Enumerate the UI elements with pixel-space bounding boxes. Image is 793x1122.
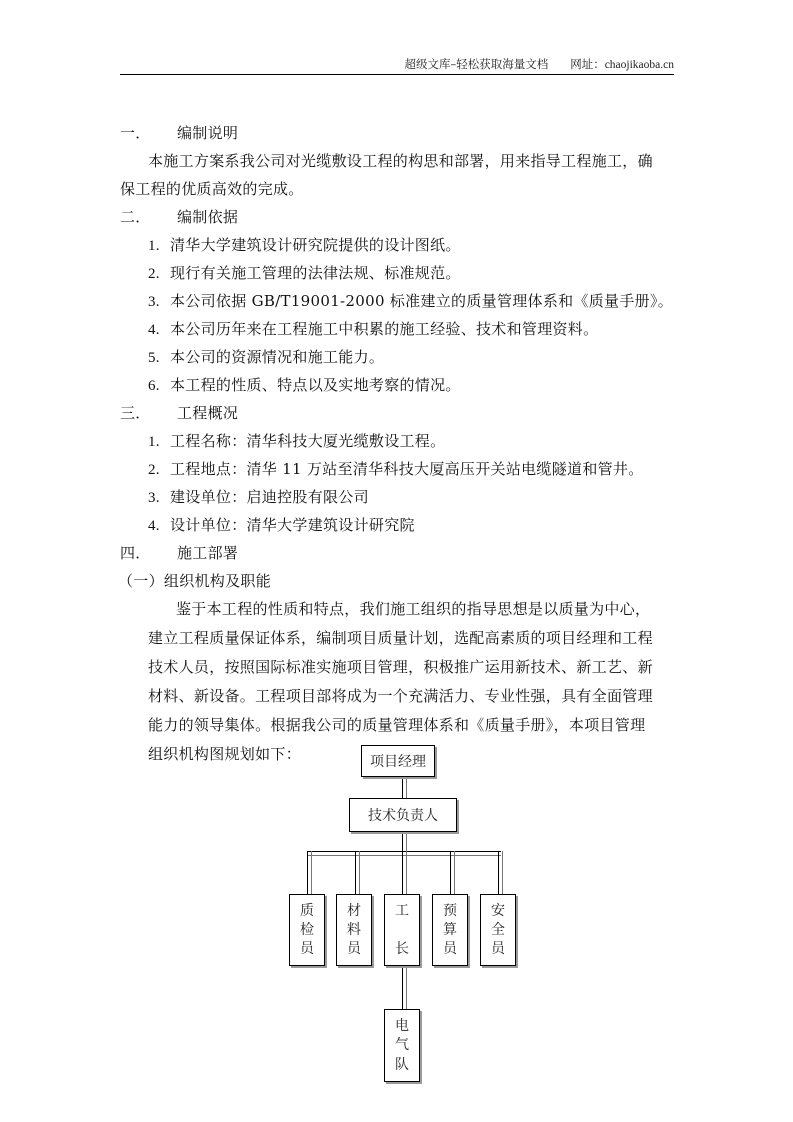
section-title: 编制说明 bbox=[177, 124, 239, 142]
node-char: 安 bbox=[491, 902, 505, 919]
org-node-safety-officer bbox=[480, 894, 516, 966]
section-number: 四． bbox=[120, 544, 151, 562]
section-title: 施工部署 bbox=[177, 544, 239, 562]
header-brand: 超级文库–轻松获取海量文档 bbox=[404, 57, 549, 71]
connector-line bbox=[402, 775, 407, 798]
connector-line bbox=[450, 851, 455, 894]
section-title: 工程概况 bbox=[177, 404, 239, 422]
org-node-technical-lead bbox=[349, 798, 457, 832]
org-paragraph-line: 能力的领导集体。根据我公司的质量管理体系和《质量手册》，本项目管理 bbox=[148, 716, 646, 734]
overview-item bbox=[148, 459, 644, 480]
item-number: 2. bbox=[148, 266, 160, 282]
page-header bbox=[120, 57, 674, 75]
item-number: 6. bbox=[148, 378, 160, 394]
org-paragraph-line: 鉴于本工程的性质和特点，我们施工组织的指导思想是以质量为中心， bbox=[176, 600, 651, 618]
basis-item bbox=[148, 263, 461, 284]
org-paragraph-line: 组织机构图规划如下： bbox=[148, 745, 302, 763]
org-node-project-manager bbox=[361, 745, 435, 777]
node-char: 员 bbox=[491, 941, 505, 958]
node-char: 全 bbox=[491, 921, 505, 938]
connector-line bbox=[402, 851, 407, 894]
item-text: 清华大学建筑设计研究院提供的设计图纸。 bbox=[170, 236, 461, 254]
org-node-materials-officer bbox=[336, 894, 372, 966]
header-site-label: 网址： bbox=[570, 57, 605, 71]
basis-item bbox=[148, 375, 461, 396]
org-paragraph-line: 材料、新设备。工程项目部将成为一个充满活力、专业性强，具有全面管理 bbox=[148, 687, 653, 705]
item-text: 本公司历年来在工程施工中积累的施工经验、技术和管理资料。 bbox=[170, 320, 599, 338]
overview-item bbox=[148, 487, 369, 508]
node-char: 员 bbox=[300, 941, 314, 958]
connector-line bbox=[307, 851, 312, 894]
node-char: 材 bbox=[347, 902, 361, 919]
org-node-foreman bbox=[384, 894, 420, 966]
org-paragraph-line: 建立工程质量保证体系，编制项目质量计划，选配高素质的项目经理和工程 bbox=[148, 629, 653, 647]
item-text: 建设单位：启迪控股有限公司 bbox=[170, 488, 369, 506]
item-number: 5. bbox=[148, 350, 160, 366]
section-number: 一． bbox=[120, 124, 151, 142]
item-number: 1. bbox=[148, 434, 160, 450]
node-char: 员 bbox=[443, 941, 457, 958]
section-number: 三． bbox=[120, 404, 151, 422]
node-char: 预 bbox=[443, 902, 457, 919]
overview-item bbox=[148, 515, 415, 536]
node-char: 电 bbox=[395, 1017, 409, 1034]
item-text: 设计单位：清华大学建筑设计研究院 bbox=[170, 516, 415, 534]
item-number: 3. bbox=[148, 490, 160, 506]
item-number: 2. bbox=[148, 462, 160, 478]
connector-line bbox=[498, 851, 503, 894]
basis-item bbox=[148, 319, 598, 340]
overview-item bbox=[148, 431, 445, 452]
node-char: 质 bbox=[300, 902, 314, 919]
item-text: 工程地点：清华 11 万站至清华科技大厦高压开关站电缆隧道和管井。 bbox=[170, 460, 644, 478]
basis-item bbox=[148, 235, 461, 256]
item-number: 4. bbox=[148, 322, 160, 338]
connector-line bbox=[402, 966, 407, 1009]
header-site-url: chaojikaoba.cn bbox=[604, 59, 674, 71]
subsection-heading: （一）组织机构及职能 bbox=[118, 572, 272, 590]
node-char: 检 bbox=[300, 921, 314, 938]
item-text: 本公司的资源情况和施工能力。 bbox=[170, 348, 385, 366]
node-char: 工 bbox=[395, 902, 409, 919]
node-label: 项目经理 bbox=[370, 754, 426, 770]
node-label: 技术负责人 bbox=[368, 808, 438, 824]
node-char: 料 bbox=[347, 921, 361, 938]
item-number: 1. bbox=[148, 238, 160, 254]
item-text: 本工程的性质、特点以及实地考察的情况。 bbox=[170, 376, 461, 394]
section-heading-1 bbox=[120, 123, 238, 143]
node-char: 队 bbox=[395, 1057, 409, 1074]
org-paragraph-line: 技术人员，按照国际标准实施项目管理，积极推广运用新技术、新工艺、新 bbox=[148, 658, 653, 676]
node-char bbox=[400, 921, 404, 939]
section-heading-3 bbox=[120, 403, 238, 423]
node-char: 气 bbox=[395, 1037, 409, 1054]
basis-item bbox=[148, 291, 673, 312]
connector-line bbox=[355, 851, 360, 894]
node-char: 员 bbox=[347, 941, 361, 958]
section-number: 二． bbox=[120, 208, 151, 226]
item-text: 本公司依据 GB/T19001-2000 标准建立的质量管理体系和《质量手册》。 bbox=[170, 292, 674, 310]
item-text: 工程名称：清华科技大厦光缆敷设工程。 bbox=[170, 432, 446, 450]
node-char: 长 bbox=[395, 941, 409, 958]
org-node-budget-officer bbox=[432, 894, 468, 966]
node-char: 算 bbox=[443, 921, 457, 938]
connector-line bbox=[402, 831, 407, 851]
section-heading-4 bbox=[120, 543, 238, 563]
section-heading-2 bbox=[120, 207, 238, 227]
item-number: 3. bbox=[148, 294, 160, 310]
org-node-electrical-team bbox=[384, 1009, 420, 1082]
item-text: 现行有关施工管理的法律法规、标准规范。 bbox=[170, 264, 461, 282]
item-number: 4. bbox=[148, 518, 160, 534]
intro-line-1: 本施工方案系我公司对光缆敷设工程的构思和部署，用来指导工程施工，确 bbox=[148, 152, 653, 170]
org-node-quality-inspector bbox=[289, 894, 325, 966]
basis-item bbox=[148, 347, 384, 368]
intro-line-2: 保工程的优质高效的完成。 bbox=[120, 180, 304, 198]
section-title: 编制依据 bbox=[177, 208, 239, 226]
